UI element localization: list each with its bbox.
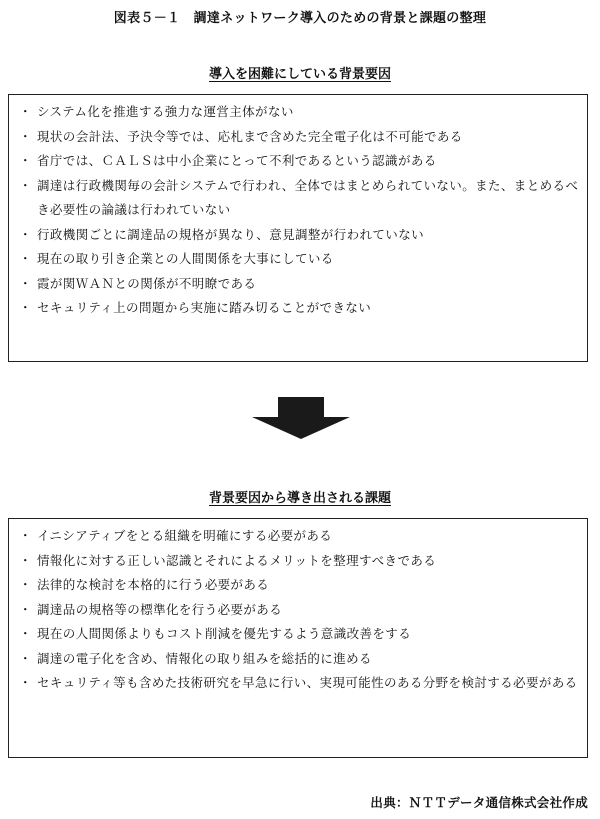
list-item: ・ イニシアティブをとる組織を明確にする必要がある	[19, 524, 579, 549]
section-heading-text: 導入を困難にしている背景要因	[208, 67, 391, 82]
list-item: ・ 現在の取り引き企業との人間関係を大事にしている	[19, 247, 579, 272]
list-item: ・ 霞が関ＷＡＮとの関係が不明瞭である	[19, 272, 579, 297]
list-item: ・ 省庁では、ＣＡＬＳは中小企業にとって不利であるという認識がある	[19, 149, 579, 174]
list-item: ・ 法律的な検討を本格的に行う必要がある	[19, 573, 579, 598]
list-item: ・ 調達は行政機関毎の会計システムで行われ、全体ではまとめられていない。また、まとめるべき必要性の論議は行われていない	[19, 174, 579, 223]
section-heading-derived-issues	[0, 487, 600, 506]
list-item: ・ システム化を推進する強力な運営主体がない	[19, 100, 579, 125]
list-item: ・ 調達品の規格等の標準化を行う必要がある	[19, 598, 579, 623]
list-item: ・ セキュリティ等も含めた技術研究を早急に行い、実現可能性のある分野を検討する必要がある	[19, 671, 579, 696]
figure-title: 図表５－１ 調達ネットワーク導入のための背景と課題の整理	[113, 11, 487, 26]
section-heading-background-factors	[0, 63, 600, 82]
down-arrow-shape	[252, 397, 350, 439]
list-item: ・ 調達の電子化を含め、情報化の取り組みを総括的に進める	[19, 647, 579, 672]
source-credit: 出典：ＮＴＴデータ通信株式会社作成	[370, 795, 588, 810]
list-item: ・ セキュリティ上の問題から実施に踏み切ることができない	[19, 296, 579, 321]
section-heading-text: 背景要因から導き出される課題	[208, 491, 391, 506]
down-arrow-icon	[252, 397, 350, 439]
list-item: ・ 現在の人間関係よりもコスト削減を優先するよう意識改善をする	[19, 622, 579, 647]
list-item: ・ 情報化に対する正しい認識とそれによるメリットを整理すべきである	[19, 549, 579, 574]
list-item: ・ 行政機関ごとに調達品の規格が異なり、意見調整が行われていない	[19, 223, 579, 248]
background-factors-box	[8, 94, 588, 362]
derived-issues-box	[8, 518, 588, 758]
list-item: ・ 現状の会計法、予決令等では、応札まで含めた完全電子化は不可能である	[19, 125, 579, 150]
